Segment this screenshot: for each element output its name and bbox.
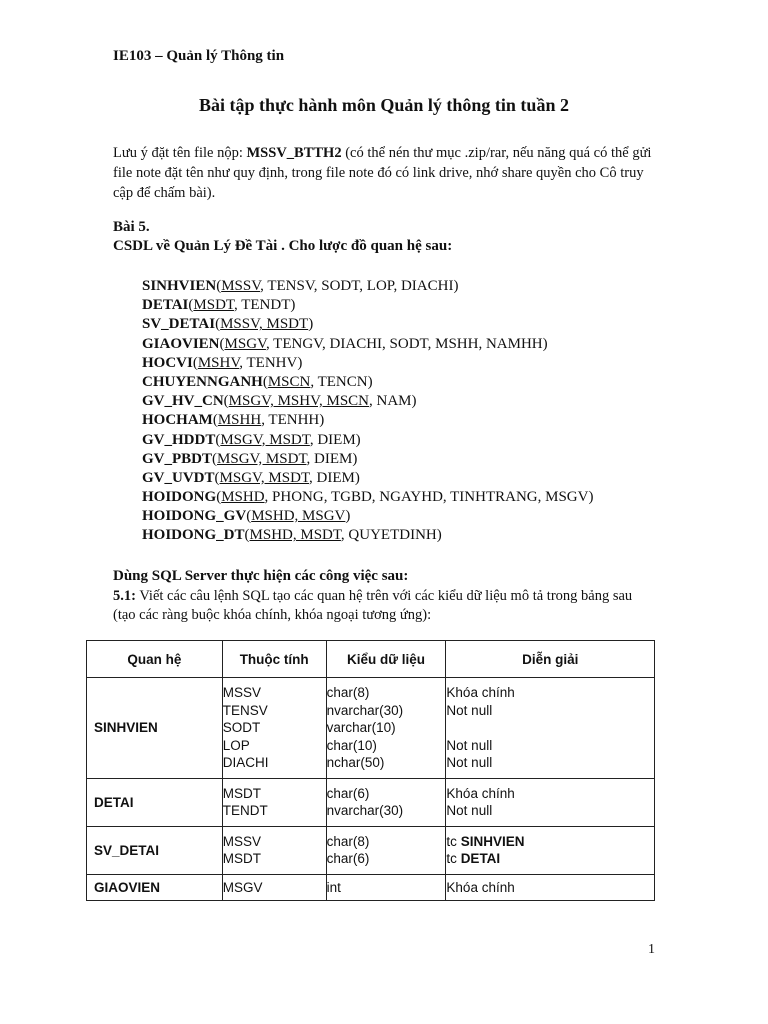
- relation-cell: SINHVIEN: [87, 678, 223, 779]
- relation-attributes: , DIEM): [306, 450, 358, 467]
- note-suffix: (có thể nén thư mục .zip/rar, nếu năng quá có thể gửi file note đặt tên như quy định, trong file note đó có link drive, nhớ share quyền cho Cô truy cập để chấm bài).: [113, 145, 652, 201]
- relation-name: GIAOVIEN: [142, 335, 220, 352]
- primary-key: MSGV, MSDT: [219, 469, 309, 486]
- attributes-cell: [222, 826, 326, 874]
- schema-line: HOIDONG_GV(MSHD, MSGV): [142, 508, 351, 525]
- schema-line: GV_HV_CN(MSGV, MSHV, MSCN, NAM): [142, 393, 417, 410]
- attribute-value: MSDT: [222, 785, 262, 801]
- types-cell: [326, 678, 446, 779]
- attribute-value: TENDT: [222, 803, 268, 818]
- type-value: varchar(10): [326, 720, 396, 735]
- schema-line: HOIDONG(MSHD, PHONG, TGBD, NGAYHD, TINHTRANG, MSGV): [142, 489, 594, 506]
- types-cell: [326, 874, 446, 901]
- type-value: char(6): [326, 785, 370, 801]
- relation-name: SV_DETAI: [142, 316, 216, 333]
- header-relation: Quan hệ: [87, 641, 223, 678]
- note-prefix: Lưu ý đặt tên file nộp:: [113, 145, 247, 161]
- exercise-label: Bài 5.: [113, 219, 150, 235]
- type-value: char(8): [326, 685, 370, 700]
- page-number: 1: [648, 942, 655, 957]
- relation-name: HOIDONG_GV: [142, 508, 247, 525]
- note-value: [446, 719, 654, 737]
- primary-key: MSHH: [217, 412, 262, 429]
- type-value: int: [326, 879, 341, 895]
- table-row: [87, 778, 655, 826]
- table-row: [87, 826, 655, 874]
- task-5-1-label: 5.1:: [113, 588, 136, 604]
- note-value: Khóa chính: [446, 685, 515, 700]
- notes-cell: [446, 874, 655, 901]
- note-value: tc SINHVIEN: [446, 833, 525, 849]
- relation-name: HOIDONG_DT: [142, 527, 245, 544]
- note-value: Khóa chính: [446, 879, 515, 895]
- relation-name: GV_HV_CN: [142, 393, 224, 410]
- tasks-heading: Dùng SQL Server thực hiện các công việc sau:: [113, 568, 409, 584]
- notes-cell: [446, 826, 655, 874]
- attribute-value: LOP: [222, 737, 250, 753]
- relation-name: GV_PBDT: [142, 450, 213, 467]
- schema-line: HOCVI(MSHV, TENHV): [142, 354, 303, 371]
- primary-key: MSHD: [221, 489, 265, 506]
- relation-name: CHUYENNGANH: [142, 373, 263, 390]
- notes-cell: [446, 678, 655, 779]
- attribute-value: MSSV: [222, 685, 262, 700]
- schema-line: CHUYENNGANH(MSCN, TENCN): [142, 373, 373, 390]
- document-title: Bài tập thực hành môn Quản lý thông tin tuần 2: [199, 95, 569, 115]
- note-value: Not null: [446, 803, 493, 818]
- primary-key: MSHV: [197, 354, 240, 371]
- relation-attributes: , DIEM): [309, 431, 361, 448]
- type-value: nvarchar(30): [326, 803, 404, 818]
- primary-key: MSHD, MSDT: [249, 527, 341, 544]
- note-value: Not null: [446, 737, 493, 753]
- relation-attributes: , QUYETDINH): [340, 527, 442, 544]
- type-value: char(6): [326, 851, 370, 866]
- schema-line: DETAI(MSDT, TENDT): [142, 297, 296, 314]
- schema-line: HOCHAM(MSHH, TENHH): [142, 412, 325, 429]
- schema-line: SINHVIEN(MSSV, TENSV, SODT, LOP, DIACHI): [142, 278, 459, 294]
- header-attribute: Thuộc tính: [222, 641, 326, 678]
- relation-name: DETAI: [142, 297, 189, 314]
- type-value: nchar(50): [326, 755, 385, 770]
- submission-note: [113, 143, 658, 203]
- notes-cell: [446, 778, 655, 826]
- relation-attributes: , TENGV, DIACHI, SODT, MSHH, NAMHH): [265, 335, 548, 352]
- schema-line: GIAOVIEN(MSGV, TENGV, DIACHI, SODT, MSHH, NAMHH): [142, 335, 548, 352]
- header-data-type: Kiểu dữ liệu: [326, 641, 446, 678]
- relation-attributes: , TENHH): [261, 412, 325, 429]
- relation-attributes: ): [308, 316, 314, 333]
- relation-name: SINHVIEN: [142, 278, 217, 294]
- primary-key: MSSV: [221, 278, 261, 294]
- relation-cell: GIAOVIEN: [87, 874, 223, 901]
- schema-line: GV_PBDT(MSGV, MSDT, DIEM): [142, 450, 358, 467]
- primary-key: MSGV, MSHV, MSCN: [228, 393, 370, 410]
- relation-name: GV_UVDT: [142, 469, 215, 486]
- type-value: nvarchar(30): [326, 702, 404, 718]
- attributes-cell: [222, 778, 326, 826]
- primary-key: MSDT: [193, 297, 234, 314]
- data-type-table: [86, 640, 655, 901]
- schema-line: HOIDONG_DT(MSHD, MSDT, QUYETDINH): [142, 527, 442, 544]
- note-value: Not null: [446, 755, 493, 770]
- type-value: char(8): [326, 833, 370, 849]
- relation-attributes: ): [345, 508, 351, 525]
- relation-attributes: , TENHV): [239, 354, 303, 371]
- table-row: [87, 678, 655, 779]
- relation-cell: SV_DETAI: [87, 826, 223, 874]
- primary-key: MSGV, MSDT: [217, 450, 307, 467]
- types-cell: [326, 778, 446, 826]
- relation-name: HOIDONG: [142, 489, 217, 506]
- relation-name: HOCHAM: [142, 412, 213, 429]
- relation-attributes: , NAM): [369, 393, 417, 410]
- attribute-value: DIACHI: [222, 755, 269, 770]
- note-value: Not null: [446, 702, 493, 718]
- attributes-cell: [222, 678, 326, 779]
- schema-line: SV_DETAI(MSSV, MSDT): [142, 316, 314, 333]
- primary-key: MSGV: [224, 335, 266, 352]
- note-value: tc DETAI: [446, 851, 501, 866]
- task-5-1-text: Viết các câu lệnh SQL tạo các quan hệ trên với các kiểu dữ liệu mô tả trong bảng sau (tạo các ràng buộc khóa chính, khóa ngoại tương ứng):: [113, 588, 633, 623]
- table-header-row: [87, 641, 655, 678]
- table-row: [87, 874, 655, 901]
- schema-line: GV_UVDT(MSGV, MSDT, DIEM): [142, 469, 360, 486]
- primary-key: MSGV, MSDT: [220, 431, 310, 448]
- relation-schema-list: [142, 277, 593, 546]
- attribute-value: MSGV: [222, 879, 263, 895]
- task-5-1: [113, 587, 658, 625]
- primary-key: MSCN: [267, 373, 311, 390]
- exercise-description: CSDL về Quản Lý Đề Tài . Cho lược đồ quan hệ sau:: [113, 238, 453, 254]
- attributes-cell: [222, 874, 326, 901]
- relation-attributes: , TENCN): [310, 373, 373, 390]
- attribute-value: TENSV: [222, 702, 268, 718]
- relation-attributes: , PHONG, TGBD, NGAYHD, TINHTRANG, MSGV): [264, 489, 594, 506]
- relation-name: GV_HDDT: [142, 431, 216, 448]
- header-description: Diễn giải: [446, 641, 655, 678]
- relation-cell: DETAI: [87, 778, 223, 826]
- type-value: char(10): [326, 737, 377, 753]
- relation-attributes: , TENDT): [233, 297, 296, 314]
- schema-line: GV_HDDT(MSGV, MSDT, DIEM): [142, 431, 361, 448]
- note-filename: MSSV_BTTH2: [246, 145, 342, 161]
- relation-attributes: , TENSV, SODT, LOP, DIACHI): [260, 278, 459, 294]
- primary-key: MSHD, MSGV: [251, 508, 346, 525]
- types-cell: [326, 826, 446, 874]
- course-header: IE103 – Quản lý Thông tin: [113, 48, 285, 64]
- relation-attributes: , DIEM): [309, 469, 360, 486]
- primary-key: MSSV, MSDT: [220, 316, 309, 333]
- note-value: Khóa chính: [446, 785, 515, 801]
- attribute-value: SODT: [222, 720, 261, 735]
- relation-name: HOCVI: [142, 354, 193, 371]
- attribute-value: MSSV: [222, 833, 262, 849]
- attribute-value: MSDT: [222, 851, 262, 866]
